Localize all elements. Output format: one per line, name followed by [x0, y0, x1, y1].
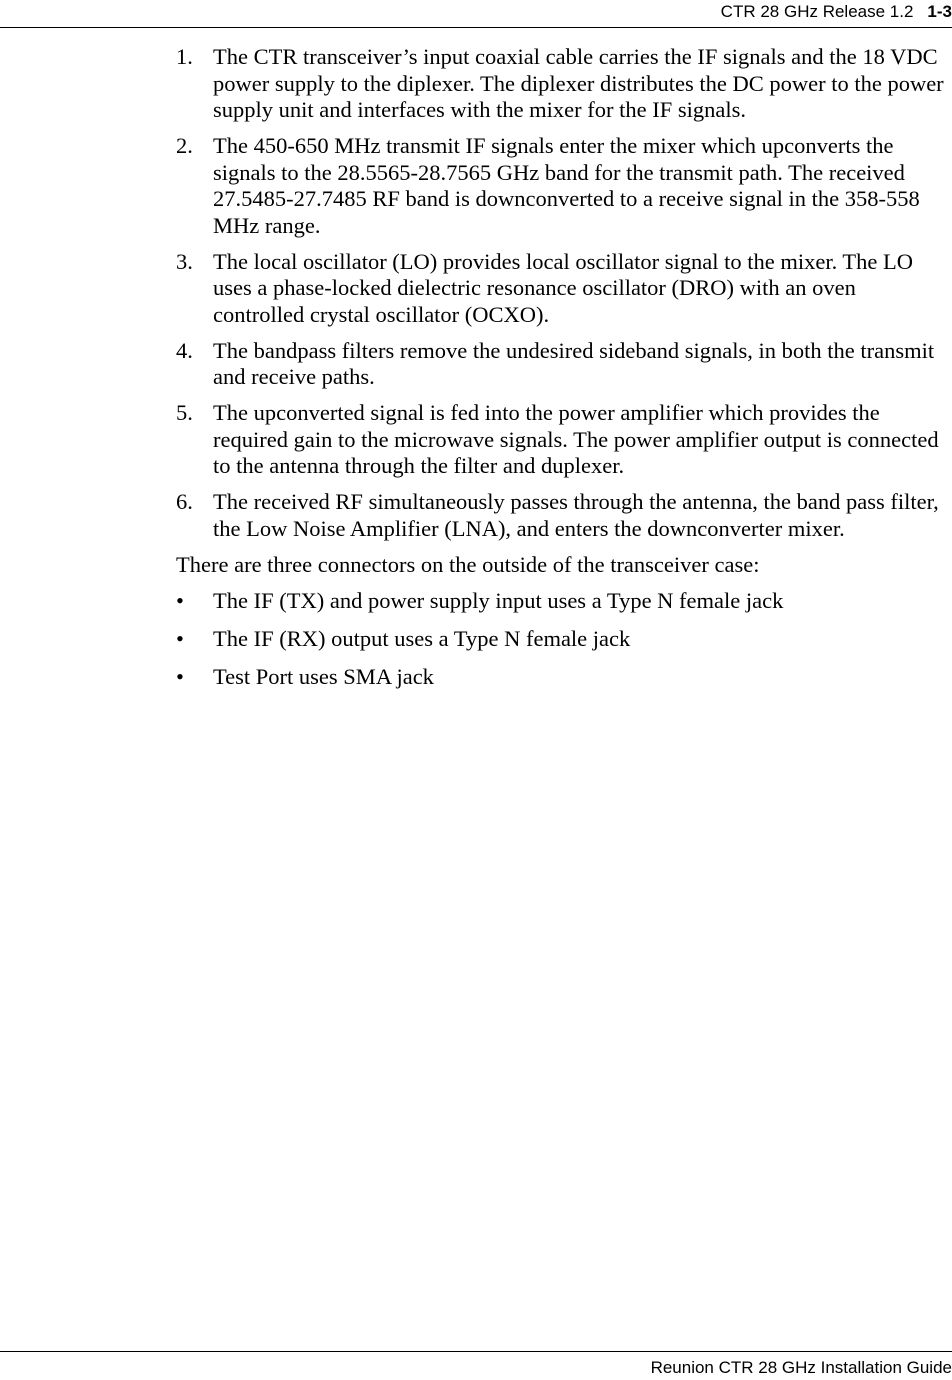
- footer-title: Reunion CTR 28 GHz Installation Guide: [650, 1358, 952, 1377]
- bullet-list: [176, 588, 948, 691]
- list-text: The CTR transceiver’s input coaxial cable carries the IF signals and the 18 VDC power supply to the diplexer. The diplexer distributes the DC power to the power supply unit and interfaces with the mixer for the IF signals.: [213, 44, 944, 122]
- header-title: CTR 28 GHz Release 1.2: [720, 2, 914, 21]
- list-item: [176, 489, 948, 542]
- list-text: The received RF simultaneously passes through the antenna, the band pass filter, the Low Noise Amplifier (LNA), and enters the downconverter mixer.: [213, 489, 939, 541]
- page-header: [0, 0, 952, 28]
- list-text: The bandpass filters remove the undesired sideband signals, in both the transmit and receive paths.: [213, 337, 935, 389]
- bullet-text: The IF (TX) and power supply input uses a Type N female jack: [213, 588, 784, 613]
- bullet-text: The IF (RX) output uses a Type N female jack: [213, 626, 631, 651]
- list-item: [176, 133, 948, 239]
- page-body: [176, 44, 948, 702]
- list-item: [176, 249, 948, 329]
- list-number: 5.: [176, 400, 193, 425]
- list-number: 6.: [176, 489, 193, 514]
- bullet-icon: •: [176, 588, 184, 613]
- numbered-list: [176, 44, 948, 542]
- page-number: 1-3: [927, 2, 952, 21]
- list-number: 3.: [176, 248, 193, 274]
- page-footer: [0, 1351, 952, 1380]
- list-text: The 450-650 MHz transmit IF signals enter the mixer which upconverts the signals to the 28.5565-28.7565 GHz band for the transmit path. The received 27.5485-27.7485 RF band is downconverted to a receive signal in the 358-558 MHz range.: [213, 133, 920, 238]
- list-text: The local oscillator (LO) provides local oscillator signal to the mixer. The LO uses a phase-locked dielectric resonance oscillator (DRO) with an oven controlled crystal oscillator (OCXO).: [213, 248, 914, 327]
- list-item: [176, 400, 948, 480]
- bullet-text: Test Port uses SMA jack: [213, 664, 434, 689]
- list-text: The upconverted signal is fed into the power amplifier which provides the required gain to the microwave signals. The power amplifier output is connected to the antenna through the filter and duplexer.: [213, 400, 939, 478]
- connectors-intro: There are three connectors on the outside of the transceiver case:: [176, 551, 760, 577]
- header-text: [721, 2, 952, 22]
- list-number: 2.: [176, 133, 193, 158]
- bullet-icon: •: [176, 626, 184, 651]
- list-number: 4.: [176, 337, 193, 363]
- bullet-item: [176, 626, 948, 653]
- bullet-item: [176, 664, 948, 691]
- list-item: [176, 338, 948, 391]
- bullet-icon: •: [176, 664, 184, 689]
- list-number: 1.: [176, 44, 193, 69]
- bullet-item: [176, 588, 948, 615]
- list-item: [176, 44, 948, 124]
